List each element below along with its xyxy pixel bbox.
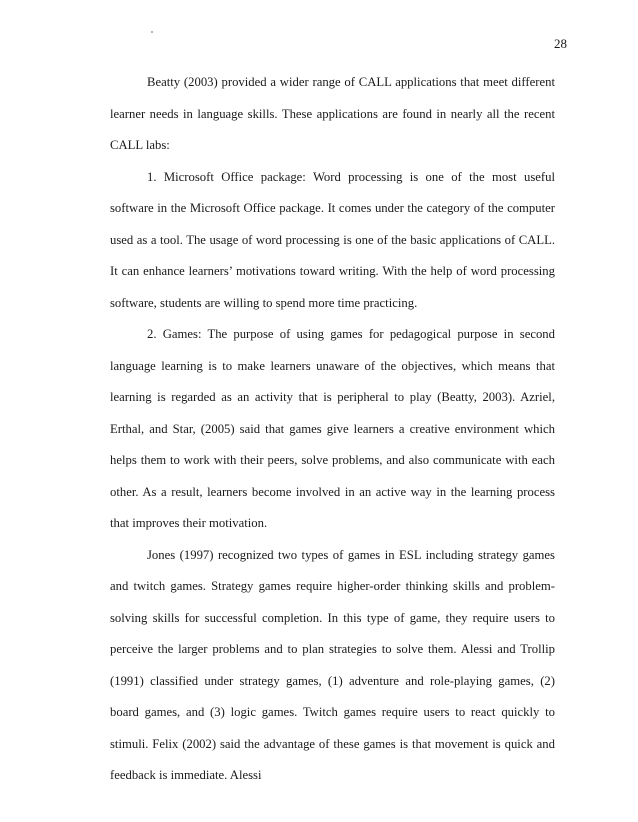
paragraph-intro: Beatty (2003) provided a wider range of CALL applications that meet different learner needs in language skills. These applications are found in nearly all the recent CALL labs: bbox=[110, 75, 555, 152]
page-number: 28 bbox=[554, 36, 567, 51]
body-text bbox=[110, 67, 555, 792]
paragraph-games: 2. Games: The purpose of using games for pedagogical purpose in second language learning is to make learners unaware of the objectives, which means that learning is regarded as an activity that is peripheral to play (Beatty, 2003). Azriel, Erthal, and Star, (2005) said that games give learners a creative environment which helps them to work with their peers, solve problems, and also communicate with each other. As a result, learners become involved in an active way in the learning process that improves their motivation. bbox=[110, 327, 555, 530]
paragraph-game-types: Jones (1997) recognized two types of games in ESL including strategy games and twitch games. Strategy games require higher-order thinking skills and problem-solving skills for successful completion. In this type of game, they require users to perceive the larger problems and to plan strategies to solve them. Alessi and Trollip (1991) classified under strategy games, (1) adventure and role-playing games, (2) board games, and (3) logic games. Twitch games require users to react quickly to stimuli. Felix (2002) said the advantage of these games is that movement is quick and feedback is immediate. Alessi bbox=[110, 547, 555, 782]
paragraph-microsoft-office: 1. Microsoft Office package: Word processing is one of the most useful software in the Microsoft Office package. It comes under the category of the computer used as a tool. The usage of word processing is one of the basic applications of CALL. It can enhance learners’ motivations toward writing. With the help of word processing software, students are willing to spend more time practicing. bbox=[110, 169, 555, 310]
scan-dot-mark bbox=[151, 31, 153, 33]
